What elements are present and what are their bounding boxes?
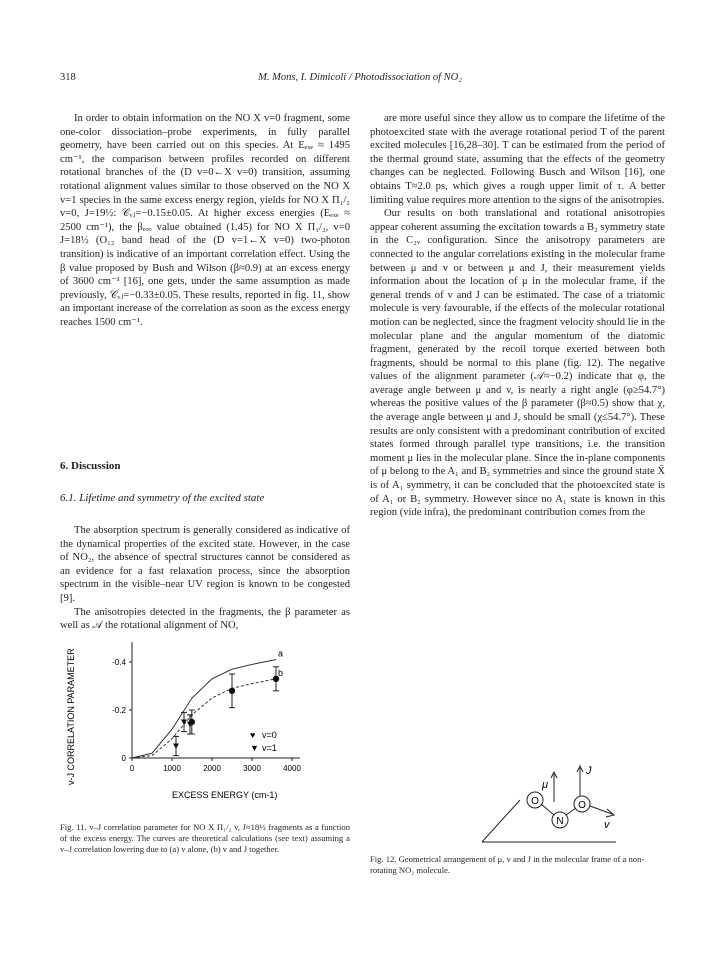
j-label: J	[586, 765, 592, 777]
paragraph: The anisotropies detected in the fragments, the β parameter as well as 𝒜 the rotational alignment of NO,	[60, 606, 350, 632]
atom-label: O	[531, 796, 539, 807]
mu-label: μ	[542, 779, 549, 791]
curve-label: a	[278, 648, 284, 659]
x-tick-label: 2000	[203, 764, 221, 773]
left-column-top	[60, 112, 350, 330]
running-title: M. Mons, I. Dimicoli / Photodissociation of NO₂	[258, 72, 462, 83]
subsection-heading: 6.1. Lifetime and symmetry of the excited state	[60, 492, 265, 504]
y-axis-label: v-J CORRELATION PARAMETER	[66, 648, 76, 785]
paragraph: are more useful since they allow us to compare the lifetime of the photoexcited state with the average rotational period T of the parent excited molecules [16,28–30]. T can be estimated from the period of the thermal ground state, assuming that the effects of the geometry changes can be neglected. Following Busch and Wilson [16], one obtains T≈2.0 ps, which gives a rough upper limit of τ. A better limiting value requires more attention to the signs of the anisotropies.	[370, 113, 665, 206]
bond	[566, 808, 576, 815]
geometry-diagram	[480, 760, 620, 850]
y-tick-label: 0	[121, 754, 126, 763]
atom-label: N	[556, 816, 564, 827]
plane-edge	[482, 800, 520, 842]
paragraph: The absorption spectrum is generally considered as indicative of the dynamical properties of the excited state. However, in the case of NO₂, the absence of spectral structures cannot be considered as an evidence for a fast relaxation process, since the absorption spectrum in the visible–near UV region is known to be congested [9].	[60, 525, 350, 604]
bond	[541, 804, 554, 815]
x-tick-label: 4000	[283, 764, 301, 773]
page-number: 318	[60, 72, 76, 83]
data-point-v1	[181, 720, 187, 726]
atom-label: O	[578, 800, 586, 811]
x-tick-label: 3000	[243, 764, 261, 773]
x-axis-label: EXCESS ENERGY (cm-1)	[172, 790, 278, 800]
left-column-bottom	[60, 524, 350, 633]
y-tick-label: -0.4	[112, 658, 126, 667]
right-column	[370, 112, 665, 520]
legend-label: v=1	[262, 743, 277, 753]
legend-label: v=0	[262, 730, 277, 740]
data-point-v1	[173, 744, 179, 750]
section-heading: 6. Discussion	[60, 460, 121, 472]
legend-symbol: ♥	[250, 730, 256, 740]
figure-12-caption: Fig. 12. Geometrical arrangement of μ, v and J in the molecular frame of a non-rotating NO₂ molecule.	[370, 854, 645, 875]
x-tick-label: 1000	[163, 764, 181, 773]
y-tick-label: -0.2	[112, 706, 126, 715]
data-point-v0	[273, 676, 279, 682]
figure-11	[60, 620, 350, 815]
figure-12	[480, 760, 620, 850]
figure-11-caption: Fig. 11. v–J correlation parameter for NO X Π₁/₂ v, J≈18½ fragments as a function of the excess energy. The curves are theoretical calculations (see text) assuming a v–J correlation lowering due to (a) v alone, (b) v and J together.	[60, 822, 350, 854]
curve-label: b	[278, 667, 284, 678]
v-label: v	[604, 819, 610, 831]
legend-symbol: ▼	[250, 743, 259, 753]
paragraph: In order to obtain information on the NO X v=0 fragment, some one-color dissociation–probe experiments, in fully parallel geometry, have been carried out on this species. At Eₑₓₑ ≈ 1495 cm⁻¹, the comparison between profiles recorded on different rotational branches of the (D v=0←X v=0) transition, assuming rotational alignment values similar to those observed on the NO X v=1 species in the same excess energy region, yields for NO X Π₁/₂ v=0, J=19½: 𝒞ᵥⱼ=−0.15±0.05. At higher excess energies (Eₑₓₑ ≈ 2500 cm⁻¹), the βₑₒₒ value obtained (1.45) for NO X Π₁/₂, v=0 J=18½ (O₁₂ band head of the (D v=1←X v=0) two-photon transition) is indicative of an important correlation effect. Using the β value proposed by Bush and Wilson (β≈0.9) at an excess energy of 3600 cm⁻¹ [16], one gets, under the same assumption as made previously, 𝒞ᵥⱼ=−0.33±0.05. These results, reported in fig. 11, show an important increase of the correlation as soon as the excess energy reaches 1500 cm⁻¹.	[60, 113, 350, 328]
paragraph: Our results on both translational and rotational anisotropies appear coherent assuming the excitation towards a B₂ symmetry state in the C₂ᵥ configuration. Since the anisotropy parameters are connected to the angular correlations existing in the molecular frame between μ and v or between μ and J, their measurement yields information about the location of μ in the molecular frame, if the general trends of v and J can be estimated. The case of a triatomic molecule is very favourable, if the effects of the molecular rotational motion can be neglected, since the fragment velocity should lie in the molecular plane and the angular momentum of the diatomic fragment, generated by the recoil torque exerted between both fragments, should be normal to this plane (fig. 12). The negative values of the alignment parameter (𝒜≈−0.2) indicate that φ, the average angle between μ and v, is nearly a right angle (φ≥54.7°) whereas the positive values of the β parameter (β≈0.5) show that χ, the average angle between μ and J, should be small (χ≤54.7°). These results are only consistent with a predominant contribution of excited states formed through parallel type transitions, i.e. the transition moment μ lies in the molecular plane. Since the in-plane components of μ belong to the A₁ and B₂ symmetries and since the ground state X̃ is of A₁ symmetry, it can be concluded that the photoexcited state is of A₁ or B₂ symmetry. However since no A₁ state is known in this region (vide infra), the predominant contribution comes from the	[370, 208, 665, 519]
data-point-v0	[229, 688, 235, 694]
correlation-chart	[60, 620, 350, 815]
x-tick-label: 0	[129, 764, 135, 773]
page-header	[60, 72, 660, 88]
